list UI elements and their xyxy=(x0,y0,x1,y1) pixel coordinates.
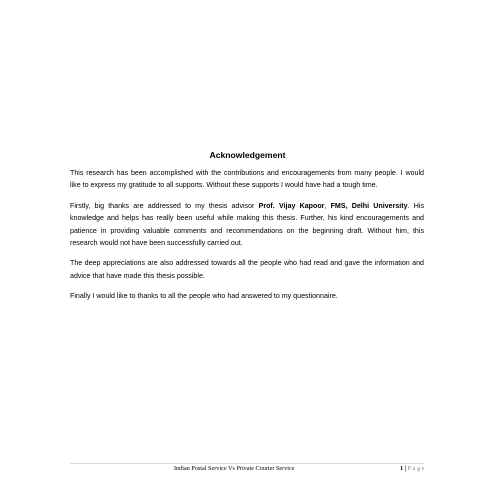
paragraph-intro: This research has been accomplished with the contributions and encouragements from many people. I would like to express my gratitude to all supports. Without these supports I would have had a tough time. xyxy=(70,169,424,190)
footer-page-indicator xyxy=(400,465,426,473)
document-body xyxy=(70,167,424,311)
advisor-name: Prof. Vijay Kapoor xyxy=(258,201,325,210)
page-number: 1 xyxy=(400,465,404,472)
paragraph-advisor-lead: Firstly, big thanks are addressed to my thesis advisor xyxy=(70,201,259,210)
paragraph-closing: Finally I would like to thanks to all the people who had answered to my questionnaire. xyxy=(70,292,338,301)
paragraph-advisor xyxy=(70,200,424,250)
footer-running-title: Indian Postal Service Vs Private Courier Service xyxy=(174,465,295,472)
page-title: Acknowledgement xyxy=(209,150,286,160)
page-label: Page xyxy=(407,465,426,472)
advisor-affiliation: FMS, Delhi University xyxy=(330,201,408,210)
advisor-comma: , xyxy=(324,201,331,210)
paragraph-advisor-rest: . His knowledge and helps has really been useful while making this thesis. Further, his kind encouragements and patience in providing valuable comments and recommendations on the beginning draft. Without him, this research would not have been successfully carried out. xyxy=(70,201,424,248)
footer-divider xyxy=(70,463,424,464)
paragraph-appreciation: The deep appreciations are also addressed towards all the people who had read and gave the information and advice that have made this thesis possible. xyxy=(70,259,424,280)
page-separator: | xyxy=(404,465,407,472)
